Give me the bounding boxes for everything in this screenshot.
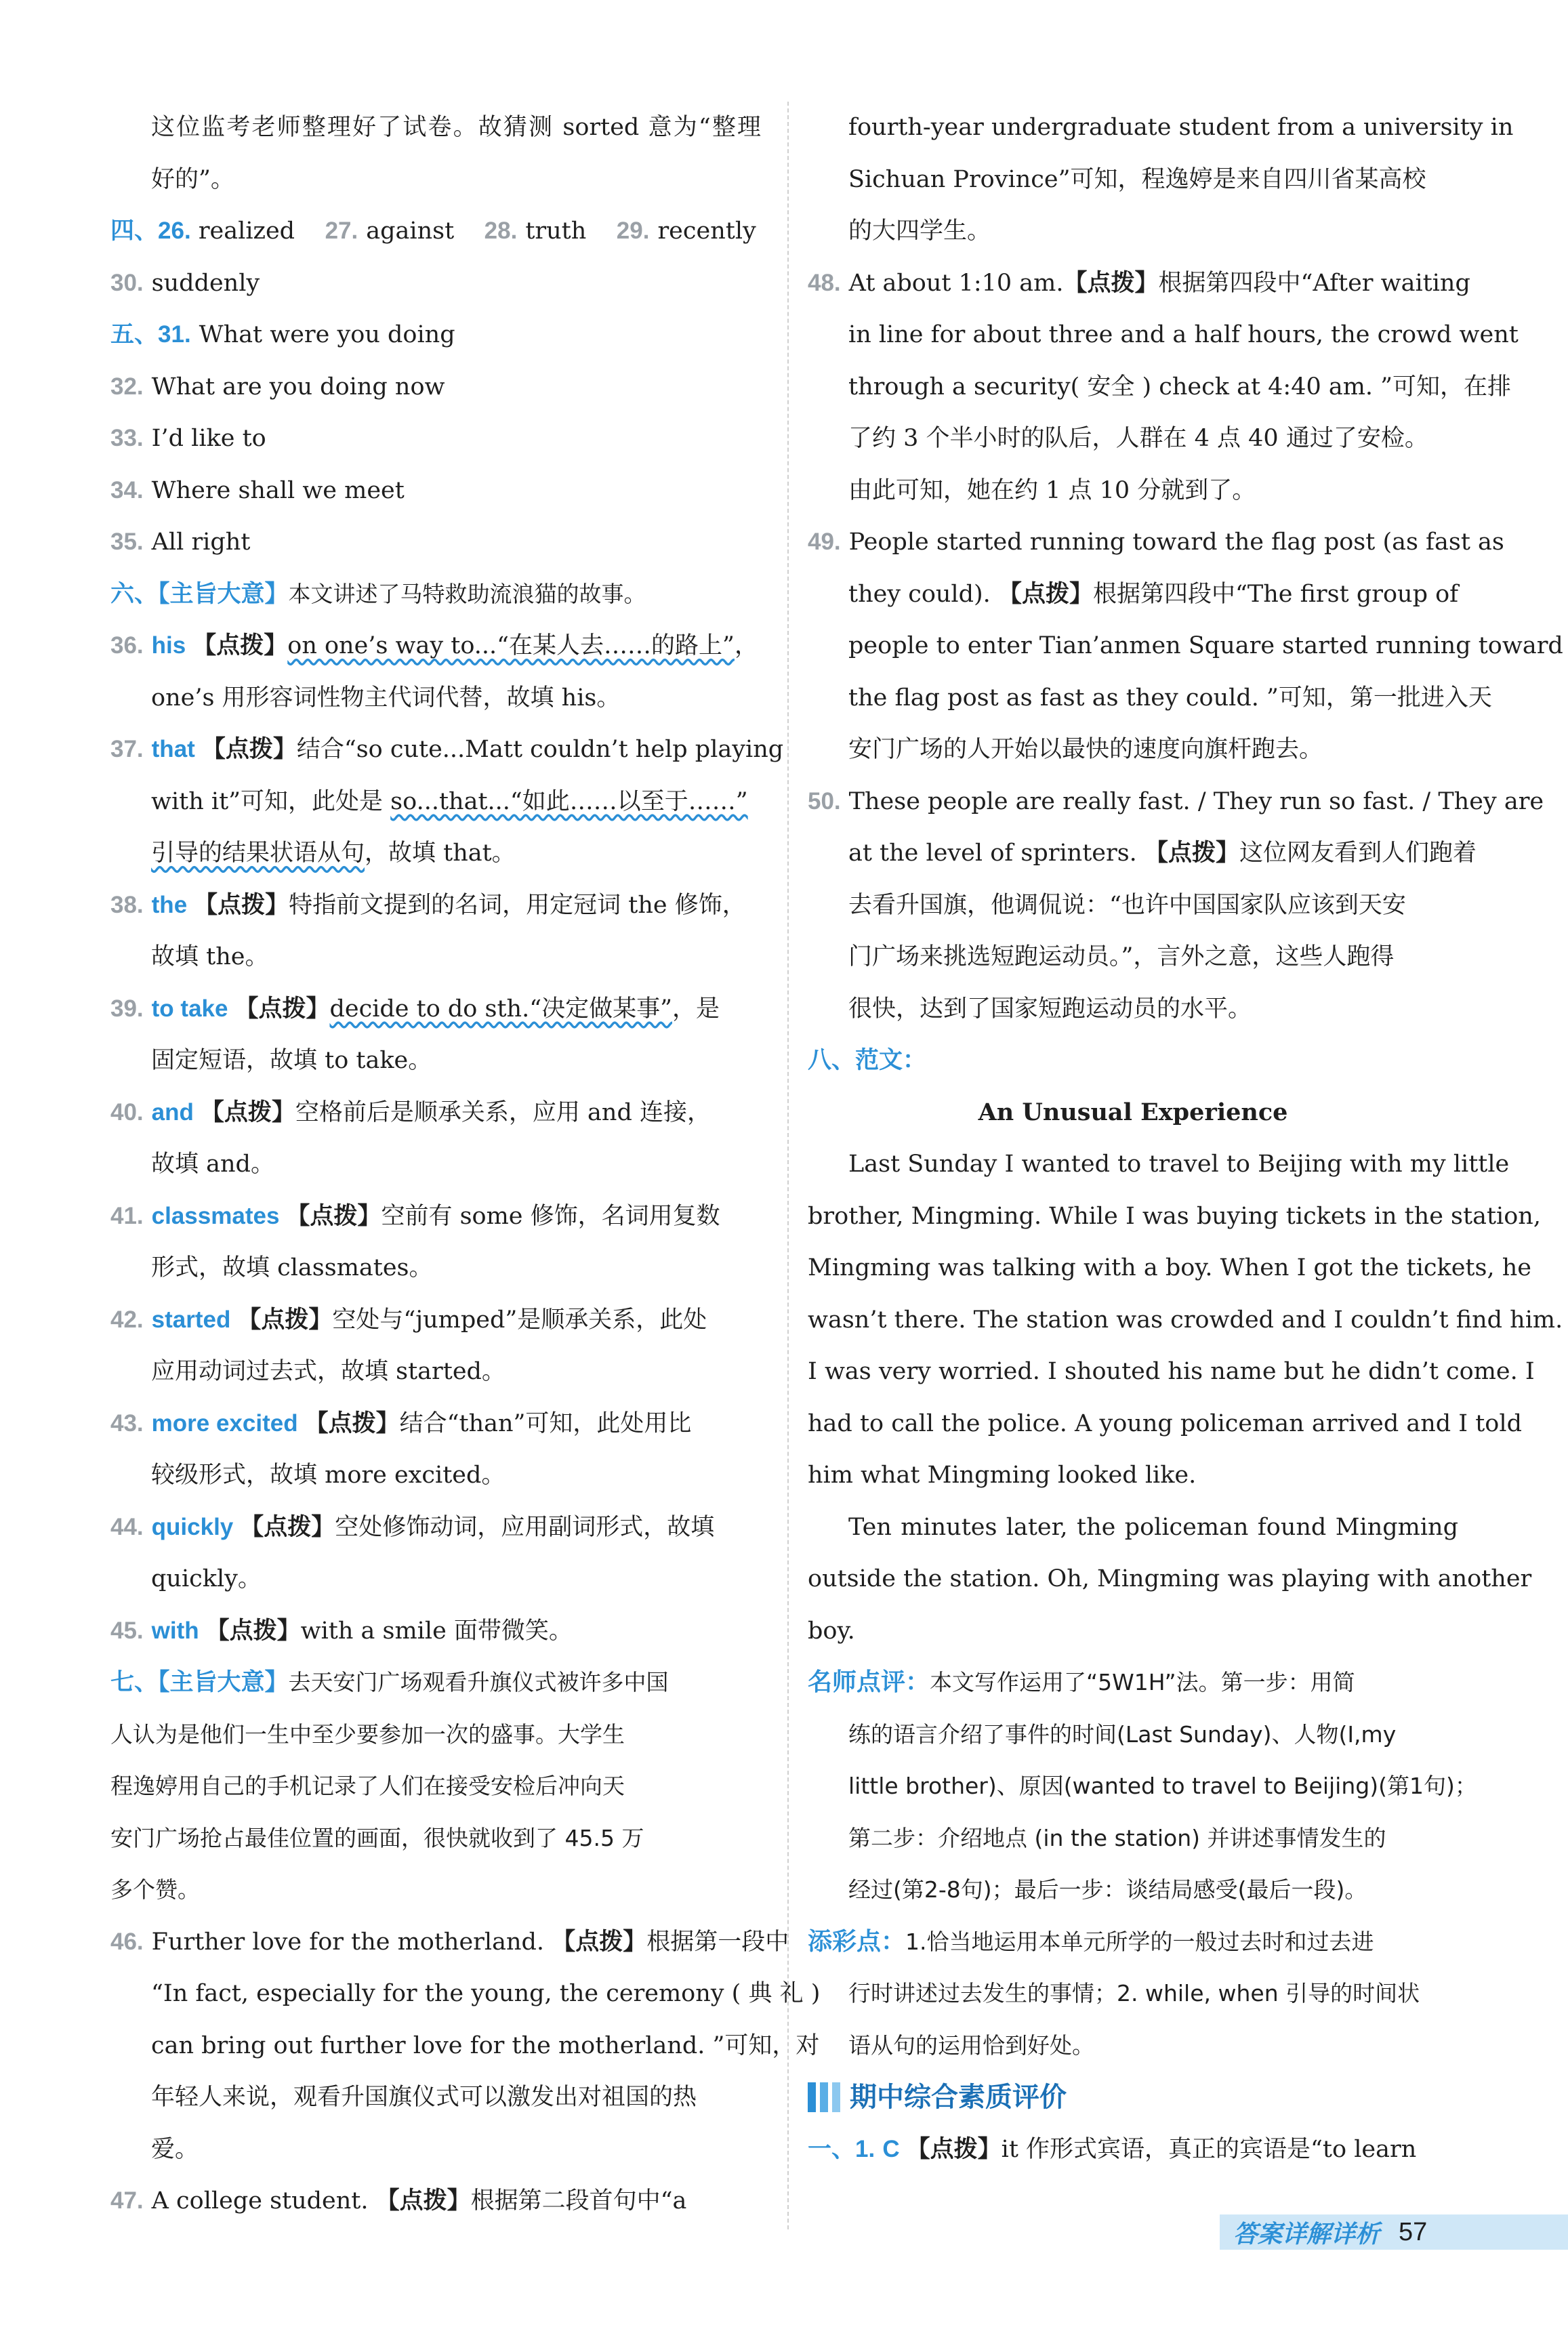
- text-line: Sichuan Province”可知，程逸婷是来自四川省某高校: [848, 165, 1426, 193]
- essay-line: Mingming was talking with a boy. When I got the tickets, he: [808, 1254, 1531, 1281]
- question-number: 47.: [110, 2187, 144, 2214]
- answer-line: [110, 620, 761, 672]
- page-footer: [1220, 2214, 1568, 2250]
- text-line: 的大四学生。: [848, 218, 991, 245]
- text: ，故填 that。: [365, 840, 516, 867]
- comment-text: little brother)、原因(wanted to travel to Beijing)(第1句)；: [848, 1773, 1477, 1799]
- answer-text: C: [882, 2135, 900, 2162]
- answer-text: that: [151, 736, 195, 762]
- text: 根据第二段首句中“a: [470, 2187, 687, 2214]
- text-line: can bring out further love for the motherland. ”可知，对: [151, 2032, 820, 2059]
- text-line: 年轻人来说，观看升国旗仪式可以激发出对祖国的热: [151, 2084, 697, 2111]
- answer-text: the: [151, 891, 188, 918]
- hint-tag: 【点拨】: [375, 2187, 471, 2214]
- section-label: 四、: [110, 218, 159, 244]
- text-line: 应用动词过去式，故填 started。: [151, 1358, 506, 1385]
- question-number: 33.: [110, 425, 144, 451]
- page-number: 57: [1399, 2217, 1428, 2246]
- question-number: 34.: [110, 476, 144, 503]
- answer-text: What are you doing now: [151, 373, 445, 400]
- answer-line: [110, 465, 761, 517]
- text-line: 门广场来挑选短跑运动员。”，言外之意，这些人跑得: [848, 943, 1395, 970]
- highlight-line: [808, 1916, 1458, 1969]
- question-number: 37.: [110, 736, 144, 762]
- summary-text: 安门广场抢占最佳位置的画面，很快就收到了 45.5 万: [110, 1824, 644, 1851]
- answer-text: Further love for the motherland.: [151, 1928, 545, 1956]
- question-number: 1.: [855, 2135, 875, 2162]
- question-number: 48.: [808, 269, 841, 296]
- answer-text: more excited: [151, 1409, 298, 1437]
- essay-paragraph-1: [808, 1138, 1563, 1502]
- text: 空处修饰动词，应用副词形式，故填: [335, 1513, 715, 1541]
- highlight-text: 语从句的运用恰到好处。: [848, 2032, 1094, 2059]
- text: 特指前文提到的名词，用定冠词 the 修饰，: [289, 891, 746, 919]
- hint-tag: 【点拨】: [194, 891, 289, 919]
- question-number: 41.: [110, 1202, 144, 1229]
- section-label: 七、: [110, 1669, 159, 1695]
- hint-tag: 【点拨】: [200, 1098, 295, 1126]
- answer-line: [110, 1087, 761, 1139]
- essay-title: An Unusual Experience: [978, 1098, 1288, 1126]
- answer-text: These people are really fast. / They run so fast. / They are: [848, 787, 1544, 815]
- answer-text: At about 1:10 am.: [848, 269, 1064, 297]
- essay-line: wasn’t there. The station was crowded and I couldn’t find him.: [808, 1306, 1563, 1334]
- highlight-label: 添彩点：: [808, 1927, 906, 1956]
- text-line: 故填 and。: [151, 1151, 274, 1178]
- text-line: in line for about three and a half hours, the crowd went: [848, 321, 1519, 348]
- answer-text: started: [151, 1306, 231, 1333]
- question-number: 28.: [484, 218, 518, 244]
- answer-text: quickly: [151, 1513, 234, 1540]
- hint-tag: 【点拨】: [304, 1409, 400, 1437]
- answer-line: [808, 2124, 1458, 2176]
- main-idea-tag: 【主旨大意】: [158, 1669, 289, 1695]
- phrase-underlined: 引导的结果状语从句: [151, 840, 365, 867]
- answer-text: I’d like to: [151, 425, 266, 452]
- text-line: people to enter Tian’anmen Square started running toward: [848, 632, 1563, 659]
- answer-line: [110, 1294, 761, 1346]
- text-line: “In fact, especially for the young, the ceremony ( 典 礼 ): [151, 1980, 821, 2007]
- phrase-underlined: so...that...“如此……以至于……”: [390, 787, 748, 815]
- hint-tag: 【点拨】: [1063, 269, 1159, 297]
- summary-text: 程逸婷用自己的手机记录了人们在接受安检后冲向天: [110, 1773, 625, 1799]
- text-line: 去看升国旗，他调侃说：“也许中国国家队应该到天安: [848, 891, 1406, 919]
- answer-line: [110, 516, 761, 569]
- comment-line: [808, 1657, 1458, 1709]
- question-number: 35.: [110, 529, 144, 555]
- text-line: 故填 the。: [151, 943, 269, 970]
- text: 结合“than”可知，此处用比: [399, 1409, 692, 1437]
- question-number: 27.: [325, 218, 358, 244]
- text: 根据第一段中: [646, 1928, 789, 1956]
- question-number: 26.: [158, 218, 191, 244]
- text-line: 好的”。: [151, 165, 234, 193]
- answer-line: [110, 1502, 761, 1554]
- text-line: 了约 3 个半小时的队后，人群在 4 点 40 通过了安检。: [848, 425, 1428, 452]
- text-line: one’s 用形容词性物主代词代替，故填 his。: [151, 684, 621, 712]
- answer-text: to take: [151, 995, 228, 1022]
- text: 根据第四段中“The first group of: [1092, 580, 1459, 608]
- answer-text: with: [151, 1617, 199, 1644]
- text-line: 这位监考老师整理好了试卷。故猜测 sorted 意为“整理: [151, 114, 761, 141]
- answer-line: [110, 1605, 761, 1657]
- summary-text: 多个赞。: [110, 1876, 200, 1903]
- left-column: [110, 102, 821, 2227]
- answer-text: People started running toward the flag post (as fast as: [848, 529, 1504, 556]
- summary-text: 本文讲述了马特救助流浪猫的故事。: [288, 580, 646, 607]
- answer-text: classmates: [151, 1202, 280, 1229]
- highlight-text: 行时讲述过去发生的事情；2. while, when 引导的时间状: [848, 1980, 1420, 2006]
- essay-line: outside the station. Oh, Mingming was playing with another: [808, 1565, 1532, 1592]
- comment-text: 本文写作运用了“5W1H”法。第一步：用简: [930, 1669, 1355, 1695]
- answer-line: [110, 2175, 761, 2227]
- text-line: 较级形式，故填 more excited。: [151, 1462, 506, 1489]
- hint-tag: 【点拨】: [237, 1306, 333, 1334]
- answer-text: suddenly: [151, 269, 260, 297]
- answer-text: his: [151, 632, 186, 659]
- main-idea-tag: 【主旨大意】: [158, 580, 289, 607]
- text-line: 很快，达到了国家短跑运动员的水平。: [848, 995, 1252, 1023]
- answer-text: truth: [525, 218, 587, 245]
- question-number: 29.: [616, 218, 650, 244]
- question-number: 38.: [110, 891, 144, 918]
- hint-tag: 【点拨】: [205, 1617, 301, 1645]
- text-line: [110, 827, 761, 880]
- question-number: 40.: [110, 1098, 144, 1126]
- answer-line: [110, 724, 784, 776]
- question-number: 32.: [110, 373, 144, 400]
- summary-text: 去天安门广场观看升旗仪式被许多中国: [288, 1669, 669, 1695]
- answer-line: [110, 1398, 761, 1450]
- text-line: the flag post as fast as they could. ”可知，第一批进入天: [848, 684, 1492, 712]
- answer-line: [808, 516, 1504, 569]
- text: with it”可知，此处是: [151, 787, 391, 815]
- essay-line: brother, Mingming. While I was buying tickets in the station,: [808, 1202, 1541, 1230]
- column-divider: [787, 102, 789, 2229]
- hint-tag: 【点拨】: [192, 632, 288, 659]
- essay-line: him what Mingming looked like.: [808, 1462, 1197, 1489]
- hint-tag: 【点拨】: [906, 2135, 1002, 2163]
- answer-text: and: [151, 1098, 194, 1126]
- comment-text: 练的语言介绍了事件的时间(Last Sunday)、人物(I,my: [848, 1720, 1397, 1748]
- hint-tag: 【点拨】: [234, 995, 330, 1023]
- essay-line: Ten minutes later, the policeman found Mingming: [848, 1513, 1458, 1541]
- answer-line: [110, 361, 761, 413]
- answer-line: [110, 1191, 761, 1243]
- footer-label: 答案详解详析: [1233, 2220, 1380, 2248]
- question-number: 43.: [110, 1409, 144, 1437]
- essay-line: Last Sunday I wanted to travel to Beijing with my little: [848, 1151, 1510, 1178]
- section-bars-icon: [808, 2082, 840, 2112]
- question-number: 50.: [808, 787, 841, 815]
- section-label: 五、: [110, 321, 159, 348]
- answer-line: [110, 983, 761, 1035]
- answer-line: [110, 413, 761, 465]
- section-header: [808, 2072, 1458, 2124]
- text: 空格前后是顺承关系，应用 and 连接，: [295, 1098, 711, 1126]
- hint-tag: 【点拨】: [286, 1202, 381, 1230]
- text-line: [808, 569, 1458, 621]
- text-line: through a security( 安全 ) check at 4:40 am. ”可知，在排: [848, 373, 1512, 400]
- hint-tag: 【点拨】: [552, 1928, 647, 1956]
- question-number: 36.: [110, 632, 144, 659]
- text: 这位网友看到人们跑着: [1239, 840, 1477, 867]
- text: it 作形式宾语，真正的宾语是“to learn: [1001, 2135, 1417, 2163]
- section-title: 期中综合素质评价: [850, 2082, 1067, 2113]
- text-line: 固定短语，故填 to take。: [151, 1047, 432, 1074]
- answer-line: [110, 309, 761, 361]
- essay-line: I was very worried. I shouted his name but he didn’t come. I: [808, 1358, 1535, 1385]
- question-number: 31.: [158, 321, 191, 348]
- answer-line: [110, 257, 761, 310]
- text-line: [110, 776, 761, 828]
- essay-line: had to call the police. A young policeman arrived and I told: [808, 1409, 1522, 1437]
- text: ，: [734, 632, 758, 659]
- answer-text: A college student.: [151, 2187, 369, 2214]
- section-4-answers: [110, 205, 761, 257]
- text: 空处与“jumped”是顺承关系，此处: [332, 1306, 707, 1334]
- question-number: 49.: [808, 529, 841, 555]
- text-line: fourth-year undergraduate student from a university in: [848, 114, 1514, 141]
- text-line: quickly。: [151, 1565, 262, 1592]
- hint-tag: 【点拨】: [1144, 840, 1239, 867]
- text-line: 爱。: [151, 2135, 199, 2163]
- right-column: [808, 102, 1563, 2175]
- essay-paragraph-2: [808, 1502, 1532, 1657]
- summary-text: 人认为是他们一生中至少要参加一次的盛事。大学生: [110, 1720, 625, 1748]
- hint-tag: 【点拨】: [997, 580, 1093, 608]
- answer-line: [808, 257, 1470, 310]
- comment-text: 第二步：介绍地点 (in the station) 并讲述事情发生的: [848, 1824, 1386, 1851]
- question-number: 30.: [110, 269, 144, 296]
- answer-text: All right: [151, 529, 251, 556]
- answer-text: What were you doing: [199, 321, 455, 348]
- section-7-summary: [110, 1657, 761, 1709]
- answer-text: realized: [198, 218, 295, 245]
- hint-tag: 【点拨】: [240, 1513, 335, 1541]
- text-line: [808, 827, 1477, 880]
- section-label: 六、: [110, 580, 159, 607]
- answer-line: [110, 880, 761, 932]
- teacher-comment-label: 名师点评：: [808, 1668, 930, 1696]
- answer-line: [808, 776, 1544, 828]
- question-number: 39.: [110, 995, 144, 1022]
- answer-text: they could).: [848, 580, 991, 608]
- answer-text: against: [366, 218, 455, 245]
- phrase-underlined: on one’s way to...“在某人去……的路上”: [287, 632, 735, 659]
- section-label: 八、范文：: [808, 1047, 927, 1073]
- hint-tag: 【点拨】: [201, 736, 297, 763]
- text-line: 形式，故填 classmates。: [151, 1254, 433, 1281]
- text: 空前有 some 修饰，名词用复数: [381, 1202, 720, 1230]
- question-number: 44.: [110, 1513, 144, 1540]
- comment-text: 经过(第2-8句)；最后一步：谈结局感受(最后一段)。: [848, 1876, 1367, 1903]
- answer-text: recently: [657, 218, 756, 245]
- section-6-summary: [110, 569, 761, 621]
- text: 根据第四段中“After waiting: [1158, 269, 1470, 297]
- section-label: 一、: [808, 2135, 856, 2162]
- text: with a smile 面带微笑。: [300, 1617, 573, 1645]
- text: 结合“so cute...Matt couldn’t help playing: [296, 736, 784, 763]
- question-number: 42.: [110, 1306, 144, 1333]
- answer-line: [110, 1916, 789, 1969]
- text: ，是: [672, 995, 720, 1023]
- question-number: 46.: [110, 1928, 144, 1955]
- answer-text: Where shall we meet: [151, 476, 405, 504]
- text-line: 由此可知，她在约 1 点 10 分就到了。: [848, 476, 1256, 504]
- question-number: 45.: [110, 1617, 144, 1644]
- text-line: 安门广场的人开始以最快的速度向旗杆跑去。: [848, 736, 1323, 763]
- phrase-underlined: decide to do sth.“决定做某事”: [329, 995, 672, 1023]
- answer-text: at the level of sprinters.: [848, 840, 1137, 867]
- highlight-text: 1.恰当地运用本单元所学的一般过去时和过去进: [905, 1928, 1374, 1955]
- essay-line: boy.: [808, 1617, 855, 1645]
